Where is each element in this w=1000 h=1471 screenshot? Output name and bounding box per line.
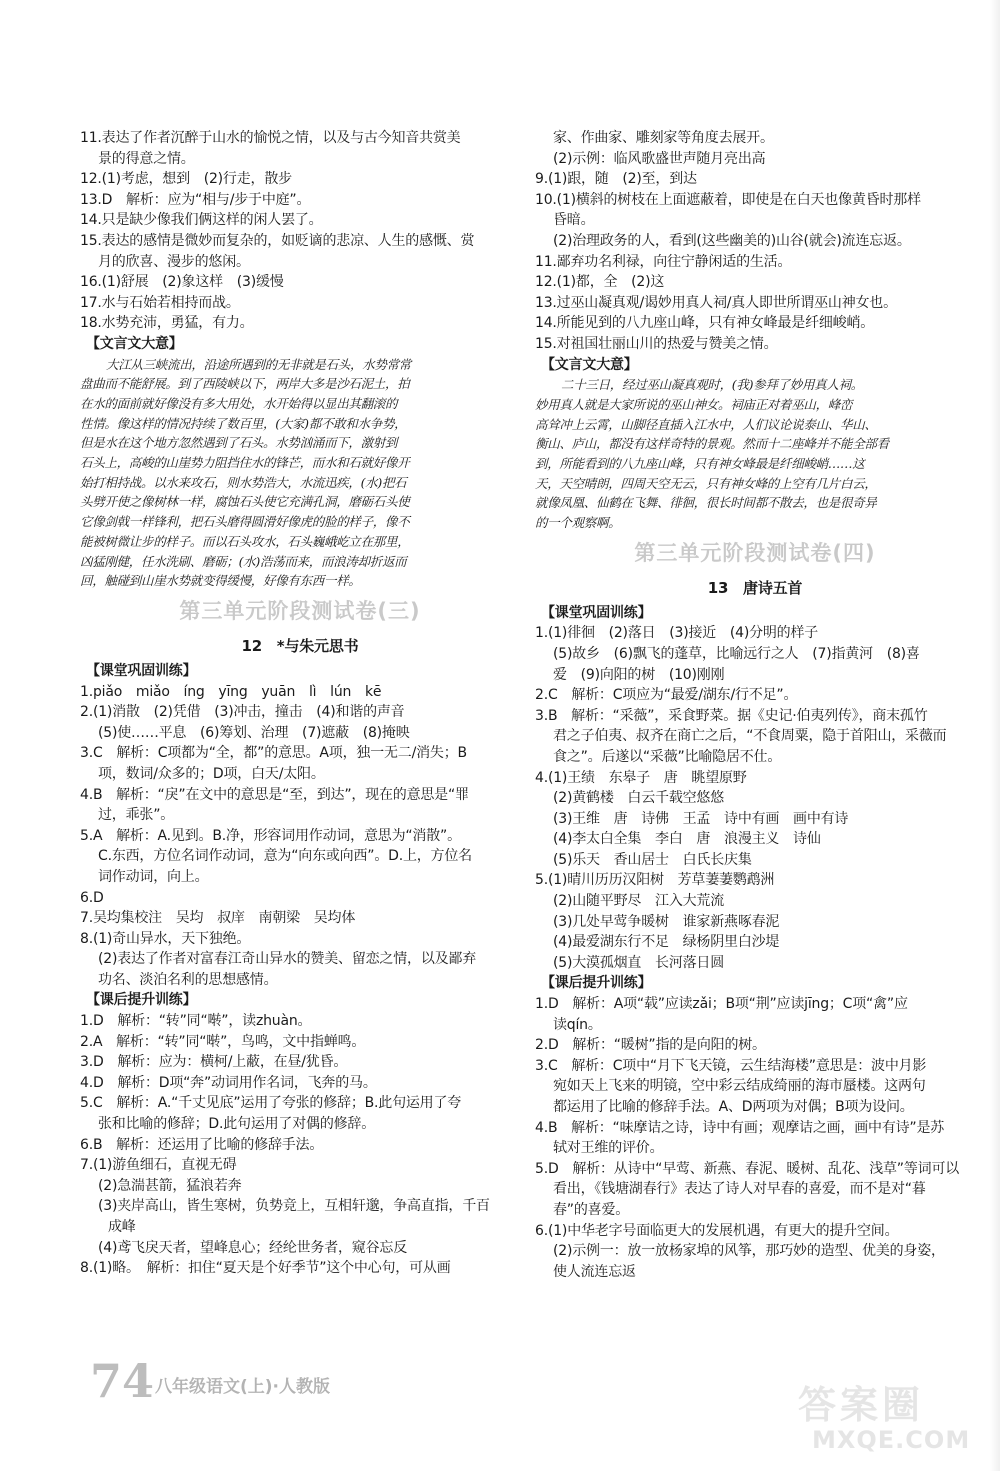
summary-line: 回，触碰到山崖水势就变得缓慢，好像有东西一样。	[80, 573, 361, 589]
summary-line: 盘曲而不能舒展。到了西陵峡以下，两岸大多是沙石泥土，拍	[80, 376, 410, 392]
left-answer-line: 5.C 解析：A.“千丈见底”运用了夸张的修辞；B.此句运用了夸	[80, 1095, 462, 1112]
right-answer-line: 食之”。后遂以“采薇”比喻隐居不仕。	[553, 748, 782, 765]
summary-line: 但是水在这个地方忽然遇到了石头。水势汹涌而下，激射到	[80, 435, 398, 451]
right-answer-line: (2)治理政务的人，看到(这些幽美的)山谷(就会)流连忘返。	[553, 232, 911, 249]
summary-line: 头劈开使之像树林一样，腐蚀石头使它充满孔洞，磨砺石头使	[80, 494, 410, 510]
page-number: 74	[90, 1354, 155, 1408]
left-answer-line: C.东西，方位名词作动词，意为“向东或向西”。D.上，方位名	[98, 848, 472, 865]
left-answer-line: 6.B 解析：还运用了比喻的修辞手法。	[80, 1136, 324, 1153]
left-answer-line: 3.D 解析：应为：横柯/上蔽，在昼/犹昏。	[80, 1054, 348, 1071]
right-answer-line: (4)最爱湖东行不足 绿杨阴里白沙堤	[553, 934, 780, 951]
right-answer-line: 宛如天上飞来的明镜，空中彩云结成绮丽的海市蜃楼。这两句	[553, 1078, 926, 1095]
unit-test-title: 第三单元阶段测试卷(三)	[179, 598, 421, 623]
right-answer-line: (2)示例：临风歌盛世声随月亮出高	[553, 150, 766, 167]
summary-line: 始打相持战。以水来攻石，则水势浩大，水流迅疾，(水)把石	[80, 474, 407, 490]
right-answer-line: 6.(1)中华老字号面临更大的发展机遇，有更大的提升空间。	[535, 1222, 899, 1239]
right-answer-line: (3)王维 唐 诗佛 王孟 诗中有画 画中有诗	[553, 810, 849, 827]
left-answer-line: 2.A 解析：“转”同“啭”，鸟鸣，文中指蝉鸣。	[80, 1033, 366, 1050]
right-answer-line: 使人流连忘返	[553, 1263, 636, 1280]
section-heading: 【课后提升训练】	[86, 992, 197, 1009]
left-answer-line: 6.D	[80, 889, 104, 906]
right-answer-line: 3.B 解析：“采薇”，采食野菜。据《史记·伯夷列传》，商末孤竹	[535, 707, 928, 724]
section-heading: 【课堂巩固训练】	[86, 662, 197, 679]
section-heading: 【文言文大意】	[541, 356, 638, 373]
right-answer-line: 4.(1)王绩 东皋子 唐 眺望原野	[535, 769, 747, 786]
left-answer-line: 4.B 解析：“戾”在文中的意思是“至，到达”，现在的意思是“罪	[80, 786, 469, 803]
right-answer-line: 春”的喜爱。	[553, 1201, 630, 1218]
left-answer-line: 张和比喻的修辞；D.此句运用了对偶的修辞。	[98, 1116, 376, 1133]
section-heading: 【课后提升训练】	[541, 975, 652, 992]
right-answer-line: 3.C 解析：C项中“月下飞天镜，云生结海楼”意思是：波中月影	[535, 1057, 927, 1074]
right-answer-line: (5)故乡 (6)飘飞的蓬草，比喻远行之人 (7)指黄河 (8)喜	[553, 645, 920, 662]
right-answer-line: 轼对王维的评价。	[553, 1140, 664, 1157]
left-answer-line: (2)急湍甚箭，猛浪若奔	[98, 1177, 242, 1194]
right-answer-line: (2)山随平野尽 江入大荒流	[553, 893, 725, 910]
left-answer-line: 5.A 解析：A.见到。B.净，形容词用作动词，意思为“消散”。	[80, 827, 461, 844]
summary-line: 就像凤凰、仙鹤在飞舞、徘徊，很长时间都不散去，也是很奇异	[535, 495, 877, 511]
summary-line: 二十三日，经过巫山凝真观时，(我)参拜了妙用真人祠。	[561, 377, 863, 393]
right-answer-line: 5.(1)晴川历历汉阳树 芳草萋萋鹦鹉洲	[535, 872, 775, 889]
left-answer-line: (2)表达了作者对富春江奇山异水的赞美、留恋之情，以及鄙弃	[98, 951, 477, 968]
right-column	[535, 128, 975, 1282]
left-answer-line: (4)鸢飞戾天者，望峰息心；经纶世务者，窥谷忘反	[98, 1239, 408, 1256]
right-answer-line: 13.过巫山凝真观/谒妙用真人祠/真人即世所谓巫山神女也。	[535, 294, 897, 311]
left-answer-line: 词作动词，向上。	[98, 868, 209, 885]
right-answer-line: 都运用了比喻的修辞手法。A、D两项为对偶；B项为设问。	[553, 1099, 914, 1115]
right-answer-line: 家、作曲家、雕刻家等角度去展开。	[553, 130, 774, 146]
right-answer-line: 君之子伯夷、叔齐在商亡之后，“不食周粟，隐于首阳山，采薇而	[553, 728, 947, 745]
left-answer-line: 成峰	[108, 1219, 136, 1235]
summary-line: 凶猛刚健，任水洗刷、磨砺；(水)浩荡而来，而浪涛却折返而	[80, 553, 407, 569]
left-answer-line: 17.水与石始若相持而战。	[80, 294, 240, 311]
left-answer-line: 月的欣喜、漫步的悠闲。	[98, 253, 250, 270]
right-answer-line: 5.D 解析：从诗中“早莺、新燕、春泥、暖树、乱花、浅草”等词可以	[535, 1160, 960, 1177]
left-answer-line: 16.(1)舒展 (2)象这样 (3)缓慢	[80, 274, 284, 291]
left-answer-line: 1.piǎo miǎo íng yīng yuān lì lún kē	[80, 683, 382, 700]
book-title: 八年级语文(上)·人教版	[155, 1377, 330, 1397]
right-answer-line: 14.所能见到的八九座山峰，只有神女峰最是纤细峻峭。	[535, 315, 875, 332]
right-answer-line: 看出，《钱塘湖春行》表达了诗人对早春的喜爱，而不是对“暮	[553, 1181, 926, 1198]
right-answer-line: 1.D 解析：A项“载”应读zǎi；B项“荆”应读jīng；C项“禽”应	[535, 996, 908, 1013]
left-answer-line: 7.(1)游鱼细石，直视无碍	[80, 1157, 237, 1174]
summary-line: 妙用真人就是大家所说的巫山神女。祠庙正对着巫山，峰峦	[535, 396, 853, 412]
left-answer-line: 8.(1)略。 解析：扣住“夏天是个好季节”这个中心句，可从画	[80, 1260, 451, 1277]
summary-line: 到，所能看到的八九座山峰，只有神女峰最是纤细峻峭……这	[535, 455, 865, 471]
left-answer-line: 15.表达的感情是微妙而复杂的，如贬谪的悲凉、人生的感慨、赏	[80, 232, 475, 249]
watermark-logo: 答案圈	[798, 1383, 925, 1427]
left-answer-line: (5)使……平息 (6)筹划、治理 (7)遮蔽 (8)掩映	[98, 724, 410, 741]
left-answer-line: 功名、淡泊名利的思想感情。	[98, 971, 278, 988]
right-answer-line: (2)示例一：放一放杨家埠的风筝，那巧妙的造型、优美的身姿，	[553, 1243, 945, 1260]
left-answer-line: 13.D 解析：应为“相与/步于中庭”。	[80, 191, 311, 208]
summary-line: 能被树微让步的样子。而以石头攻水，石头巍峨屹立在那里，	[80, 533, 410, 549]
summary-line: 石头上，高峻的山崖势力阻挡住水的锋芒，而水和石就好像开	[80, 455, 410, 471]
section-heading: 【文言文大意】	[86, 335, 183, 352]
left-answer-line: 11.表达了作者沉醉于山水的愉悦之情，以及与古今知音共赏美	[80, 130, 461, 146]
unit-test-title: 第三单元阶段测试卷(四)	[634, 540, 876, 565]
summary-line: 衡山、庐山，都没有这样奇特的景观。然而十二座峰并不能全部看	[535, 436, 889, 452]
lesson-title: 13 唐诗五首	[707, 578, 803, 597]
left-answer-line: 1.D 解析：“转”同“啭”，读zhuàn。	[80, 1013, 312, 1030]
right-answer-line: 10.(1)横斜的树枝在上面遮蔽着，即使是在白天也像黄昏时那样	[535, 191, 921, 208]
watermark-url: MXQE.COM	[812, 1426, 971, 1454]
summary-line: 它像剑戟一样锋利，把石头磨得圆滑好像虎的脸的样子，像不	[80, 514, 410, 530]
left-answer-line: 3.C 解析：C项都为“全，都”的意思。A项，独一无二/消失；B	[80, 745, 467, 762]
left-answer-line: 7.吴均集校注 吴均 叔庠 南朝梁 吴均体	[80, 910, 356, 927]
right-answer-line: (2)黄鹤楼 白云千载空悠悠	[553, 790, 725, 807]
left-answer-line: 景的得意之情。	[98, 150, 195, 167]
section-heading: 【课堂巩固训练】	[541, 604, 652, 621]
right-answer-line: (4)李太白全集 李白 唐 浪漫主义 诗仙	[553, 831, 821, 848]
left-answer-line: 过，乖张”。	[98, 807, 175, 824]
left-answer-line: 8.(1)奇山异水，天下独绝。	[80, 930, 251, 947]
left-answer-line: 项，数词/众多的；D项，白天/太阳。	[98, 765, 325, 782]
left-answer-line: 12.(1)考虑，想到 (2)行走，散步	[80, 171, 292, 188]
left-answer-line: 2.(1)消散 (2)凭借 (3)冲击，撞击 (4)和谐的声音	[80, 704, 405, 721]
right-answer-line: 读qín。	[553, 1016, 602, 1033]
right-answer-line: 2.D 解析：“暖树”指的是向阳的树。	[535, 1037, 766, 1054]
left-answer-line: (3)夹岸高山，皆生寒树，负势竞上，互相轩邈，争高直指，千百	[98, 1198, 490, 1215]
page-edge-shadow	[990, 0, 1000, 1471]
right-answer-line: 4.B 解析：“味摩诘之诗，诗中有画；观摩诘之画，画中有诗”是苏	[535, 1119, 945, 1136]
right-answer-line: 爱 (9)向阳的树 (10)刚刚	[553, 666, 725, 683]
right-answer-line: (5)乐天 香山居士 白氏长庆集	[553, 851, 752, 868]
summary-line: 高耸冲上云霄，山脚径直插入江水中，人们议论说泰山、华山、	[535, 416, 877, 432]
summary-line: 性情。像这样的情况持续了数百里，(大家)都不敢和水争势，	[80, 415, 407, 431]
right-answer-line: (5)大漠孤烟直 长河落日圆	[553, 954, 725, 971]
right-answer-line: 1.(1)徘徊 (2)落日 (3)接近 (4)分明的样子	[535, 625, 819, 642]
right-answer-line: 15.对祖国壮丽山川的热爱与赞美之情。	[535, 335, 778, 352]
right-answer-line: (3)几处早莺争暖树 谁家新燕啄春泥	[553, 913, 780, 930]
left-answer-line: 18.水势充沛，勇猛，有力。	[80, 315, 254, 332]
left-answer-line: 4.D 解析：D项“奔”动词用作名词，飞奔的马。	[80, 1074, 377, 1091]
right-answer-line: 11.鄙弃功名利禄，向往宁静闲适的生活。	[535, 253, 792, 270]
right-answer-line: 12.(1)都，全 (2)这	[535, 274, 665, 291]
left-answer-line: 14.只是缺少像我们俩这样的闲人罢了。	[80, 212, 323, 229]
lesson-title: 12 *与朱元思书	[241, 636, 359, 655]
right-answer-line: 2.C 解析：C项应为“最爱/湖东/行不足”。	[535, 687, 798, 704]
summary-line: 在水的面前就好像没有多大用处，水开始得以显出其翻滚的	[80, 395, 398, 411]
right-answer-line: 9.(1)跟，随 (2)至，到达	[535, 171, 697, 188]
right-answer-line: 昏暗。	[553, 212, 595, 229]
summary-line: 天，天空晴朗，四周天空无云，只有神女峰的上空有几片白云，	[535, 475, 877, 491]
summary-line: 大江从三峡流出，沿途所遇到的无非就是石头，水势常常	[106, 356, 412, 372]
left-column	[80, 128, 520, 1279]
summary-line: 的一个观察啊。	[535, 515, 621, 531]
